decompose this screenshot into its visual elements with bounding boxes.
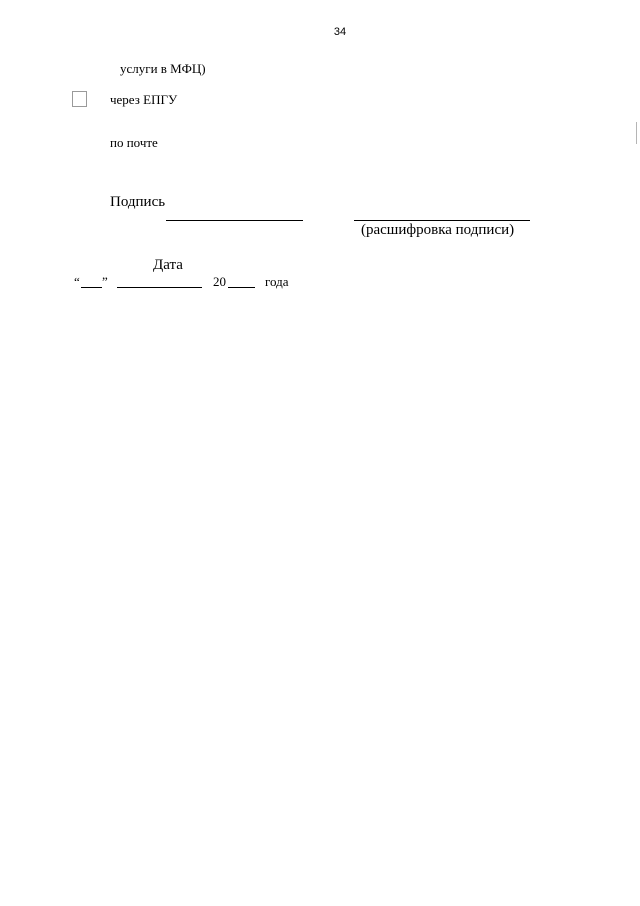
date-close-quote: ” — [102, 274, 108, 289]
signature-decode-line[interactable] — [354, 220, 530, 221]
page-edge-mark — [636, 122, 637, 144]
signature-decode-caption: (расшифровка подписи) — [361, 222, 515, 238]
date-month-line[interactable] — [117, 287, 202, 288]
date-year-prefix: 20 — [213, 274, 226, 289]
signature-line[interactable] — [166, 220, 303, 221]
date-day-line[interactable] — [81, 287, 102, 288]
signature-label: Подпись — [110, 194, 166, 210]
date-year-suffix: года — [265, 274, 289, 289]
date-label: Дата — [153, 257, 183, 273]
date-year-line[interactable] — [228, 287, 255, 288]
option-mfc-label: услуги в МФЦ) — [120, 61, 206, 76]
checkbox-epgu[interactable] — [72, 91, 87, 107]
date-open-quote: “ — [74, 274, 80, 289]
option-epgu-label: через ЕПГУ — [110, 92, 178, 107]
page-number: 34 — [333, 26, 347, 38]
option-mail-label: по почте — [110, 135, 158, 150]
